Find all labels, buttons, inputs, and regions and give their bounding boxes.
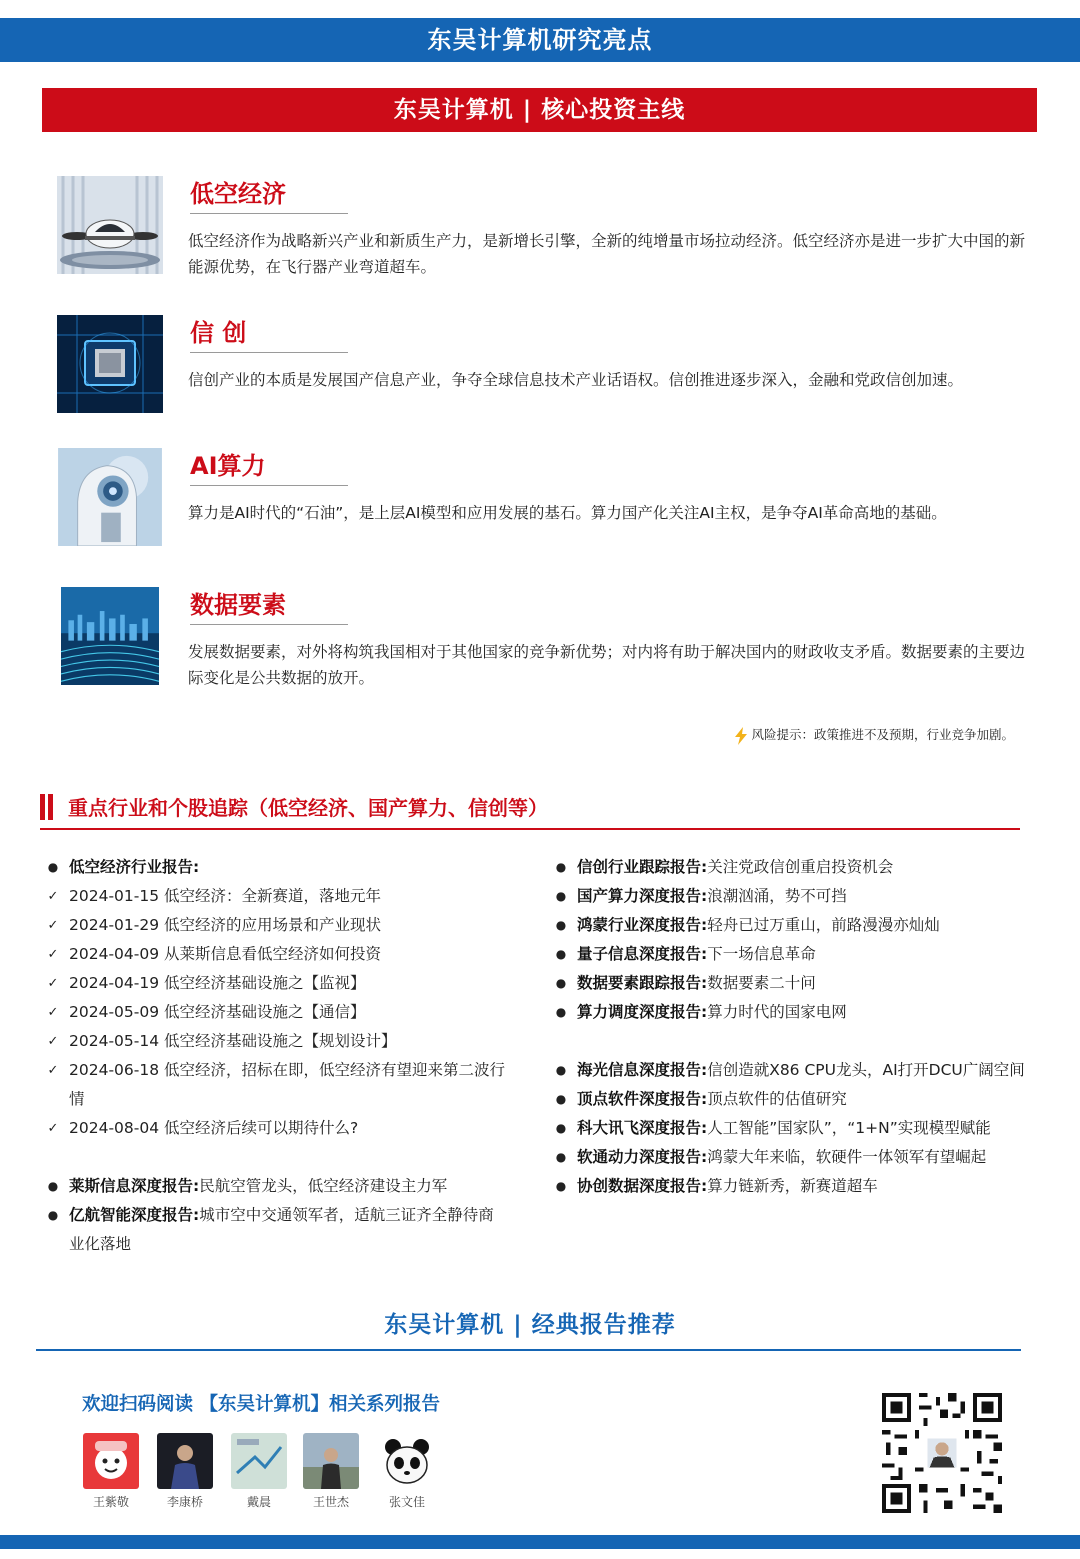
avatar [83, 1433, 139, 1489]
bullet-icon: ● [555, 1092, 567, 1106]
risk-text: 风险提示：政策推进不及预期，行业竞争加剧。 [751, 727, 1014, 742]
panda-avatar-icon [379, 1433, 435, 1489]
bullet-icon: ● [555, 1179, 567, 1193]
divider [36, 1349, 1021, 1351]
company-name: 亿航智能深度报告: [69, 1206, 200, 1224]
report-name: 数据要素跟踪报告: [577, 974, 708, 992]
report-name: 协创数据深度报告: [577, 1177, 708, 1195]
report-name: 国产算力深度报告: [577, 887, 708, 905]
bullet-icon: ● [555, 918, 567, 932]
author-avatar[interactable] [81, 1433, 141, 1510]
risk-warning [734, 725, 1014, 745]
avatar [157, 1433, 213, 1489]
report-desc: 数据要素二十问 [707, 974, 816, 992]
author-name: 李康桥 [166, 1495, 203, 1509]
author-avatar[interactable] [377, 1433, 437, 1510]
bullet-icon: ● [47, 1179, 59, 1193]
bullet-icon: ● [555, 1121, 567, 1135]
theme-description: 信创产业的本质是发展国产信息产业，争夺全球信息技术产业话语权。信创推进逐步深入，金融和党政信创加速。 [188, 371, 964, 389]
recommend-title: 东吴计算机 | 经典报告推荐 [384, 1312, 676, 1338]
bullet-icon: ● [555, 947, 567, 961]
company-report-link[interactable] [550, 1085, 1030, 1114]
report-desc: 算力时代的国家电网 [707, 1003, 847, 1021]
report-desc: 算力链新秀，新赛道超车 [707, 1177, 878, 1195]
check-icon: ✓ [47, 918, 59, 933]
check-icon: ✓ [47, 1121, 59, 1136]
theme-description: 算力是AI时代的“石油”，是上层AI模型和应用发展的基石。算力国产化关注AI主权，是争夺AI革命高地的基础。 [188, 504, 947, 522]
theme-description: 低空经济作为战略新兴产业和新质生产力，是新增长引擎，全新的纯增量市场拉动经济。低空经济亦是进一步扩大中国的新能源优势，在飞行器产业弯道超车。 [188, 232, 1026, 276]
company-report-link[interactable] [550, 1172, 1030, 1201]
author-name: 张文佳 [388, 1495, 425, 1509]
scan-prompt: 欢迎扫码阅读 【东吴计算机】相关系列报告 [82, 1394, 440, 1415]
theme-title: 低空经济 [190, 176, 348, 214]
report-desc: 下一场信息革命 [707, 945, 816, 963]
report-name: 顶点软件深度报告: [577, 1090, 708, 1108]
report-link[interactable] [42, 1027, 507, 1056]
report-title: 2024-05-09 低空经济基础设施之【通信】 [69, 1003, 366, 1021]
company-name: 莱斯信息深度报告: [69, 1177, 200, 1195]
chip-image [57, 315, 163, 413]
bullet-icon: ● [555, 1150, 567, 1164]
tracking-section-title: 重点行业和个股追踪（低空经济、国产算力、信创等） [68, 796, 548, 820]
company-report-link[interactable] [42, 1201, 507, 1259]
report-link[interactable] [42, 969, 507, 998]
report-title: 2024-04-09 从莱斯信息看低空经济如何投资 [69, 945, 382, 963]
report-link[interactable] [42, 882, 507, 911]
author-avatar[interactable] [301, 1433, 361, 1510]
report-link[interactable] [42, 1056, 507, 1114]
report-title: 2024-05-14 低空经济基础设施之【规划设计】 [69, 1032, 397, 1050]
check-icon: ✓ [47, 1005, 59, 1020]
company-report-desc: 民航空管龙头，低空经济建设主力军 [199, 1177, 448, 1195]
check-icon: ✓ [47, 1063, 59, 1078]
section-bars-icon [40, 794, 54, 820]
author-name: 王世杰 [312, 1495, 349, 1509]
check-icon: ✓ [47, 1034, 59, 1049]
company-report-link[interactable] [550, 911, 1030, 940]
bullet-icon: ● [555, 889, 567, 903]
author-avatar[interactable] [229, 1433, 289, 1510]
bullet-icon: ● [47, 1208, 59, 1222]
report-link[interactable] [42, 940, 507, 969]
company-report-desc: 城市空中交通领军者，适航三证齐全静待商业化落地 [69, 1206, 494, 1253]
theme-title: 数据要素 [190, 587, 348, 625]
report-title: 2024-06-18 低空经济，招标在即，低空经济有望迎来第二波行情 [69, 1061, 506, 1108]
company-report-link[interactable] [550, 1056, 1030, 1085]
report-title: 2024-04-19 低空经济基础设施之【监视】 [69, 974, 366, 992]
theme-description: 发展数据要素，对外将构筑我国相对于其他国家的竞争新优势；对内将有助于解决国内的财政收支矛盾。数据要素的主要边际变化是公共数据的放开。 [188, 643, 1026, 687]
report-name: 量子信息深度报告: [577, 945, 708, 963]
page-footer-bar [0, 1535, 1080, 1549]
company-report-link[interactable] [550, 1143, 1030, 1172]
company-report-link[interactable] [550, 853, 1030, 882]
theme-title: AI算力 [190, 448, 348, 486]
author-avatar[interactable] [155, 1433, 215, 1510]
report-desc: 轻舟已过万重山，前路漫漫亦灿灿 [707, 916, 940, 934]
report-link[interactable] [42, 1114, 507, 1143]
check-icon: ✓ [47, 889, 59, 904]
tracking-left-column [42, 853, 507, 1259]
report-desc: 鸿蒙大年来临，软硬件一体领军有望崛起 [707, 1148, 987, 1166]
report-desc: 浪潮汹涌，势不可挡 [707, 887, 847, 905]
report-link[interactable] [42, 911, 507, 940]
data-city-image [57, 587, 163, 685]
ai-robot-image [57, 448, 163, 546]
bullet-icon: ● [555, 860, 567, 874]
report-title: 2024-08-04 低空经济后续可以期待什么? [69, 1119, 359, 1137]
drone-image [57, 176, 163, 274]
check-icon: ✓ [47, 976, 59, 991]
report-link[interactable] [42, 998, 507, 1027]
bullet-icon: ● [555, 1063, 567, 1077]
qr-code-icon[interactable] [882, 1393, 1002, 1513]
report-title: 2024-01-29 低空经济的应用场景和产业现状 [69, 916, 382, 934]
report-name: 信创行业跟踪报告: [577, 858, 708, 876]
check-icon: ✓ [47, 947, 59, 962]
avatar [231, 1433, 287, 1489]
report-desc: 信创造就X86 CPU龙头，AI打开DCU广阔空间 [707, 1061, 1025, 1079]
company-report-link[interactable] [550, 882, 1030, 911]
tracking-right-column [550, 853, 1030, 1201]
page-header: 东吴计算机研究亮点 [0, 18, 1080, 62]
report-name: 鸿蒙行业深度报告: [577, 916, 708, 934]
author-name: 戴晨 [246, 1495, 271, 1509]
bullet-icon: ● [555, 1005, 567, 1019]
company-report-link[interactable] [550, 940, 1030, 969]
bullet-icon: ● [47, 860, 59, 874]
theme-title: 信 创 [190, 315, 348, 353]
report-name: 科大讯飞深度报告: [577, 1119, 708, 1137]
avatar [303, 1433, 359, 1489]
report-desc: 关注党政信创重启投资机会 [707, 858, 894, 876]
tracking-section-header [40, 792, 1020, 830]
report-name: 算力调度深度报告: [577, 1003, 708, 1021]
report-title: 2024-01-15 低空经济：全新赛道，落地元年 [69, 887, 382, 905]
lightning-icon [734, 727, 748, 745]
company-report-link[interactable] [550, 969, 1030, 998]
bullet-icon: ● [555, 976, 567, 990]
report-name: 软通动力深度报告: [577, 1148, 708, 1166]
company-report-link[interactable] [550, 998, 1030, 1027]
report-name: 海光信息深度报告: [577, 1061, 708, 1079]
report-group-title: 低空经济行业报告: [69, 858, 200, 876]
company-report-link[interactable] [550, 1114, 1030, 1143]
author-name: 王紫敬 [92, 1495, 129, 1509]
list-item [42, 853, 507, 882]
report-desc: 顶点软件的估值研究 [707, 1090, 847, 1108]
company-report-link[interactable] [42, 1172, 507, 1201]
report-desc: 人工智能”国家队”，“1+N”实现模型赋能 [707, 1119, 991, 1137]
core-investment-banner: 东吴计算机 | 核心投资主线 [42, 88, 1037, 132]
